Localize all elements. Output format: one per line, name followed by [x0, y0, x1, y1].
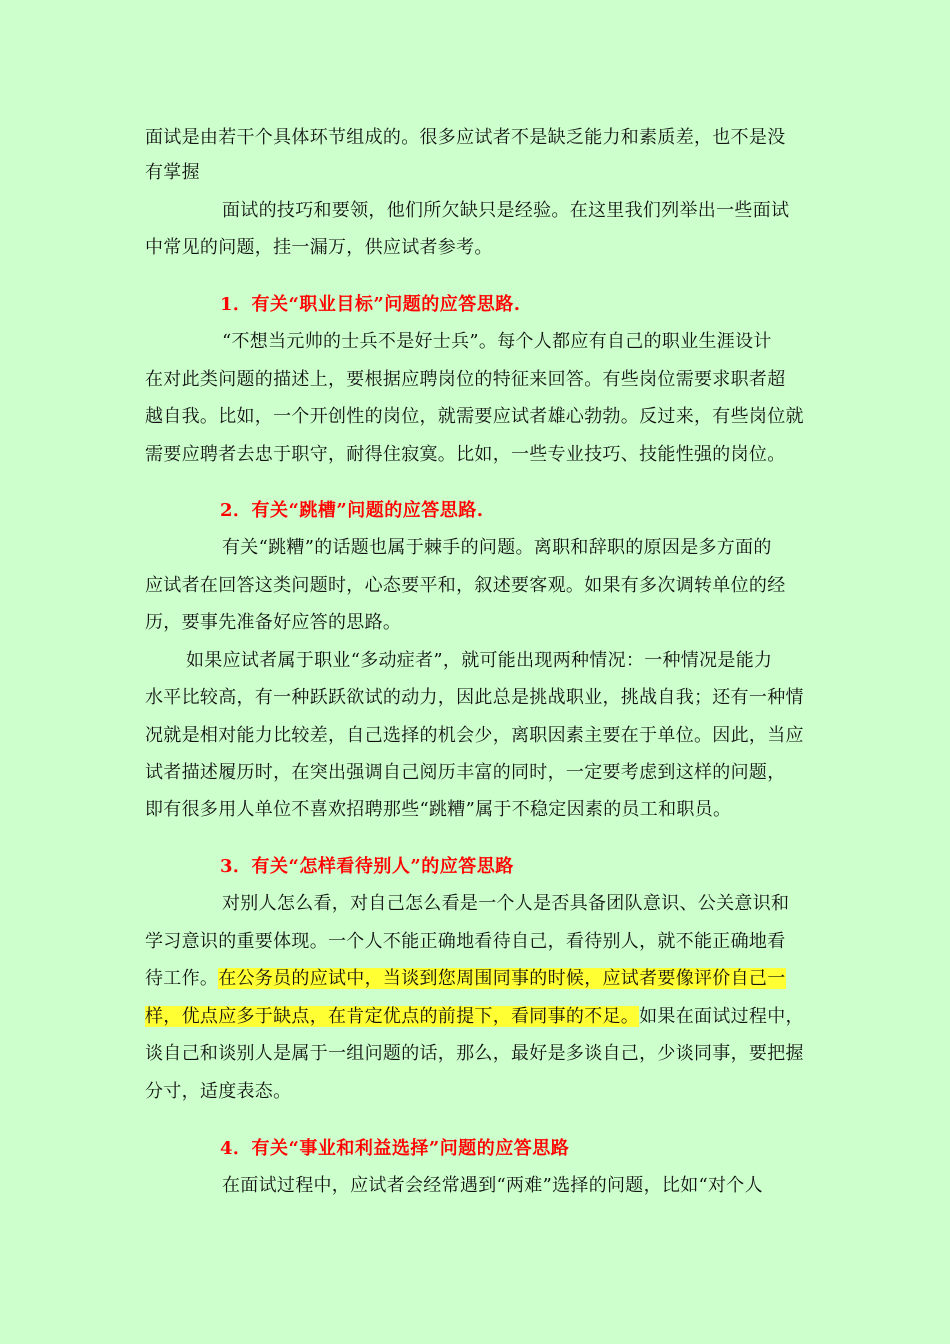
- intro-line-3: 面试的技巧和要领，他们所欠缺只是经验。在这里我们列举出一些面试: [222, 200, 790, 221]
- section-3-heading: 3．有关“怎样看待别人”的应答思路: [220, 856, 514, 877]
- section-2-line-3: 历，要事先准备好应答的思路。: [145, 612, 402, 633]
- section-2-line-2: 应试者在回答这类问题时，心态要平和，叙述要客观。如果有多次调转单位的经: [145, 575, 786, 596]
- section-3-line-4: [145, 1005, 810, 1029]
- section-3-line-5: 谈自己和谈别人是属于一组问题的话，那么，最好是多谈自己，少谈同事，要把握: [145, 1043, 804, 1064]
- section-3-line-4-plain: 如果在面试过程中，: [639, 1006, 804, 1027]
- section-2-line-6: 况就是相对能力比较差，自己选择的机会少，离职因素主要在于单位。因此，当应: [145, 725, 804, 746]
- section-1-line-1: “不想当元帅的士兵不是好士兵”。每个人都应有自己的职业生涯设计: [222, 331, 772, 352]
- section-2-heading: 2．有关“跳槽”问题的应答思路.: [220, 500, 484, 521]
- section-1-heading: 1．有关“职业目标”问题的应答思路.: [220, 294, 521, 315]
- section-2-line-5: 水平比较高，有一种跃跃欲试的动力，因此总是挑战职业，挑战自我；还有一种情: [145, 687, 804, 708]
- section-2-line-1: 有关“跳糟”的话题也属于棘手的问题。离职和辞职的原因是多方面的: [222, 537, 772, 558]
- section-4-heading: 4．有关“事业和利益选择”问题的应答思路: [220, 1138, 570, 1159]
- section-1-line-4: 需要应聘者去忠于职守，耐得住寂寞。比如，一些专业技巧、技能性强的岗位。: [145, 444, 786, 465]
- section-1-line-2: 在对此类问题的描述上，要根据应聘岗位的特征来回答。有些岗位需要求职者超: [145, 369, 786, 390]
- section-3-line-3-plain: 待工作。: [145, 968, 219, 989]
- intro-line-2: 有掌握: [145, 162, 200, 183]
- section-1-line-3: 越自我。比如，一个开创性的岗位，就需要应试者雄心勃勃。反过来，有些岗位就: [145, 406, 804, 427]
- highlighted-text-continued: 样，优点应多于缺点，在肯定优点的前提下，看同事的不足。: [145, 1006, 640, 1027]
- intro-line-4: 中常见的问题，挂一漏万，供应试者参考。: [145, 237, 493, 258]
- section-3-line-1: 对别人怎么看，对自己怎么看是一个人是否具备团队意识、公关意识和: [222, 893, 790, 914]
- highlighted-text: 在公务员的应试中，当谈到您周围同事的时候，应试者要像评价自己一: [218, 968, 786, 989]
- section-2-line-7: 试者描述履历时，在突出强调自己阅历丰富的同时，一定要考虑到这样的问题，: [145, 762, 786, 783]
- section-3-line-3: [145, 967, 810, 991]
- section-2-line-8: 即有很多用人单位不喜欢招聘那些“跳糟”属于不稳定因素的员工和职员。: [145, 799, 732, 820]
- section-4-line-1: 在面试过程中，应试者会经常遇到“两难”选择的问题，比如“对个人: [222, 1175, 763, 1196]
- intro-line-1: 面试是由若干个具体环节组成的。很多应试者不是缺乏能力和素质差，也不是没: [145, 127, 786, 148]
- section-2-line-4: 如果应试者属于职业“多动症者”，就可能出现两种情况：一种情况是能力: [186, 650, 773, 671]
- section-3-line-2: 学习意识的重要体现。一个人不能正确地看待自己，看待别人，就不能正确地看: [145, 931, 786, 952]
- section-3-line-6: 分寸，适度表态。: [145, 1081, 292, 1102]
